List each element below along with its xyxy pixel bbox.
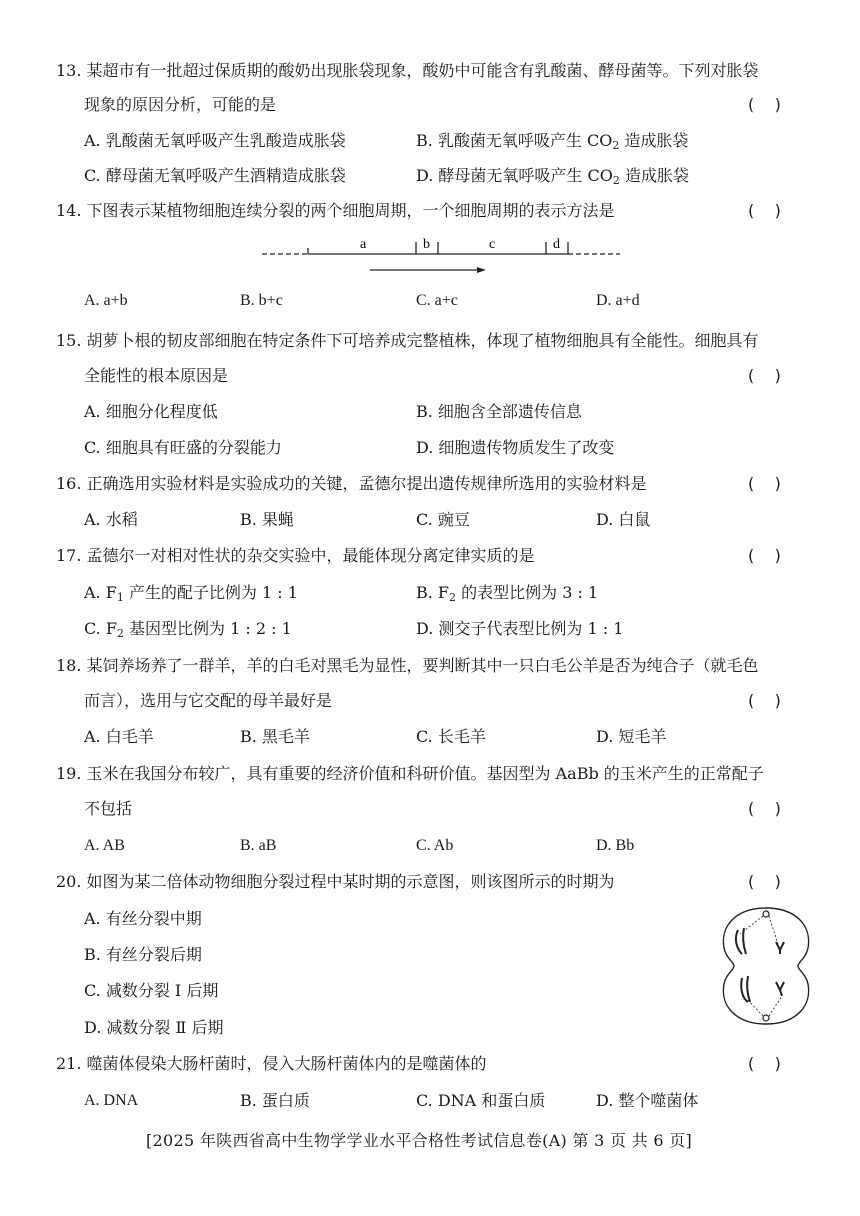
q20-option-c: C. 减数分裂 Ⅰ 后期 — [84, 981, 219, 1000]
page-footer: [2025 年陕西省高中生物学学业水平合格性考试信息卷(A) 第 3 页 共 6 页] — [146, 1131, 693, 1150]
segment-label-c: c — [489, 237, 496, 252]
q17-answer-bracket: ( ) — [748, 546, 781, 565]
q20-stem: 20. 如图为某二倍体动物细胞分裂过程中某时期的示意图，则该图所示的时期为 — [56, 872, 615, 891]
q13-option-b — [416, 130, 688, 152]
q14-option-d: D. a+d — [596, 292, 640, 309]
q17-option-b — [416, 582, 598, 604]
q13-option-b-text-end: 造成胀袋 — [619, 131, 689, 150]
q21-option-b: B. 蛋白质 — [240, 1091, 310, 1110]
q15-option-a: A. 细胞分化程度低 — [84, 402, 218, 421]
centrosome-bottom — [763, 1015, 769, 1021]
segment-label-d: d — [553, 237, 560, 252]
chromosome-upper-left — [736, 928, 746, 954]
q18-option-a: A. 白毛羊 — [84, 727, 154, 746]
q17-option-c — [84, 618, 292, 640]
q21-option-d: D. 整个噬菌体 — [596, 1091, 699, 1110]
q13-option-b-subscript: 2 — [612, 139, 620, 152]
segment-label-b: b — [423, 237, 430, 252]
q17-option-a-subscript: 1 — [116, 591, 124, 604]
q20-option-a: A. 有丝分裂中期 — [84, 909, 202, 928]
q18-answer-bracket: ( ) — [748, 691, 781, 710]
q13-option-d-text-end: 造成胀袋 — [619, 166, 689, 185]
q17-option-d: D. 测交子代表型比例为 1 : 1 — [416, 619, 624, 638]
q20-answer-bracket: ( ) — [748, 872, 781, 891]
q17-stem: 17. 孟德尔一对相对性状的杂交实验中，最能体现分离定律实质的是 — [56, 546, 535, 565]
q15-stem-line1: 15. 胡萝卜根的韧皮部细胞在特定条件下可培养成完整植株，体现了植物细胞具有全能性。细胞具有 — [56, 331, 759, 350]
q17-option-b-subscript: 2 — [449, 591, 457, 604]
q19-option-b: B. aB — [240, 837, 277, 854]
q21-option-a: A. DNA — [84, 1092, 139, 1109]
q18-stem-line1: 18. 某饲养场养了一群羊，羊的白毛对黑毛为显性，要判断其中一只白毛公羊是否为纯合子（就毛色 — [56, 656, 759, 675]
q17-option-c-text-end: 基因型比例为 1 : 2 : 1 — [123, 619, 292, 638]
q17-option-a-text-end: 产生的配子比例为 1 : 1 — [123, 583, 298, 602]
q18-option-d: D. 短毛羊 — [596, 727, 667, 746]
chromosome-upper-right — [776, 942, 784, 954]
cell-membrane — [723, 908, 808, 1024]
q16-answer-bracket: ( ) — [748, 474, 781, 493]
chromosome-lower-left — [741, 976, 750, 1002]
q19-stem-line2: 不包括 — [84, 799, 133, 818]
q13-stem-line1: 13. 某超市有一批超过保质期的酸奶出现胀袋现象，酸奶中可能含有乳酸菌、酵母菌等。下列对胀袋 — [56, 61, 759, 80]
q21-stem: 21. 噬菌体侵染大肠杆菌时，侵入大肠杆菌体内的是噬菌体的 — [56, 1054, 487, 1073]
q13-answer-bracket: ( ) — [748, 95, 781, 114]
q17-option-b-text: B. F — [416, 583, 450, 602]
q14-answer-bracket: ( ) — [748, 201, 781, 220]
q16-option-c: C. 豌豆 — [416, 510, 470, 529]
q15-option-d: D. 细胞遗传物质发生了改变 — [416, 438, 615, 457]
q13-option-d-text: D. 酵母菌无氧呼吸产生 CO — [416, 166, 613, 185]
q17-option-c-text: C. F — [84, 619, 117, 638]
q19-answer-bracket: ( ) — [748, 799, 781, 818]
q15-option-b: B. 细胞含全部遗传信息 — [416, 402, 582, 421]
centrosome-top — [763, 911, 769, 917]
q18-option-b: B. 黑毛羊 — [240, 727, 310, 746]
q18-stem-line2: 而言），选用与它交配的母羊最好是 — [84, 691, 333, 710]
q16-option-b: B. 果蝇 — [240, 510, 294, 529]
q16-option-d: D. 白鼠 — [596, 510, 651, 529]
q21-answer-bracket: ( ) — [748, 1054, 781, 1073]
q17-option-a-text: A. F — [84, 583, 117, 602]
q20-option-d: D. 减数分裂 Ⅱ 后期 — [84, 1018, 224, 1037]
q15-stem-line2: 全能性的根本原因是 — [84, 366, 229, 385]
q19-option-a: A. AB — [84, 837, 125, 854]
q19-stem-line1: 19. 玉米在我国分布较广，具有重要的经济价值和科研价值。基因型为 AaBb 的玉米产生的正常配子 — [56, 764, 764, 783]
q14-option-c: C. a+c — [416, 292, 458, 309]
q19-option-c: C. Ab — [416, 837, 454, 854]
q18-option-c: C. 长毛羊 — [416, 727, 486, 746]
q13-option-b-text: B. 乳酸菌无氧呼吸产生 CO — [416, 131, 613, 150]
q13-option-a: A. 乳酸菌无氧呼吸产生乳酸造成胀袋 — [84, 131, 346, 150]
q21-option-c: C. DNA 和蛋白质 — [416, 1091, 546, 1110]
q13-option-d — [416, 165, 689, 187]
q15-answer-bracket: ( ) — [748, 366, 781, 385]
segment-label-a: a — [360, 237, 367, 252]
q16-stem: 16. 正确选用实验材料是实验成功的关键，孟德尔提出遗传规律所选用的实验材料是 — [56, 474, 647, 493]
q13-stem-line2: 现象的原因分析，可能的是 — [84, 95, 277, 114]
q17-option-c-subscript: 2 — [116, 627, 124, 640]
q17-option-a — [84, 582, 298, 604]
q19-option-d: D. Bb — [596, 837, 635, 854]
q14-option-b: B. b+c — [240, 292, 283, 309]
cell-division-diagram — [718, 904, 814, 1028]
chromosome-lower-right — [776, 982, 784, 996]
q14-stem: 14. 下图表示某植物细胞连续分裂的两个细胞周期，一个细胞周期的表示方法是 — [56, 201, 615, 220]
cell-cycle-diagram — [258, 232, 628, 280]
q14-option-a: A. a+b — [84, 292, 128, 309]
q20-option-b: B. 有丝分裂后期 — [84, 945, 202, 964]
q13-option-d-subscript: 2 — [612, 174, 620, 187]
q15-option-c: C. 细胞具有旺盛的分裂能力 — [84, 438, 282, 457]
q13-option-c: C. 酵母菌无氧呼吸产生酒精造成胀袋 — [84, 166, 346, 185]
q16-option-a: A. 水稻 — [84, 510, 138, 529]
direction-arrow-head — [477, 267, 486, 273]
q17-option-b-text-end: 的表型比例为 3 : 1 — [456, 583, 599, 602]
